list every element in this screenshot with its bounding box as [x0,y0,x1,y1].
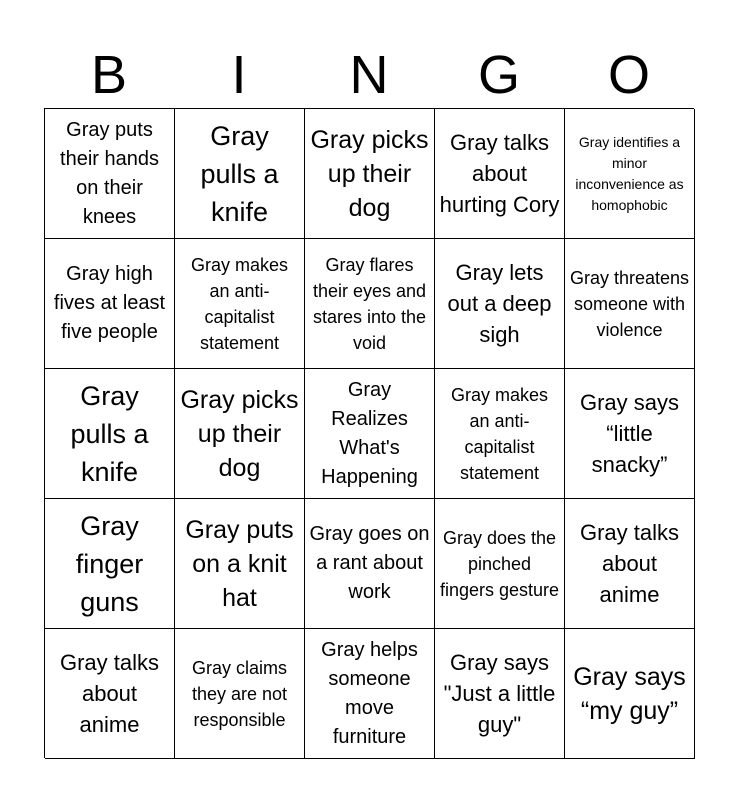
bingo-cell [435,109,565,239]
cell-text: Gray says "Just a little guy" [443,650,556,737]
bingo-cell [305,109,435,239]
header-letter-n: N [349,45,389,105]
cell-text: Gray talks about hurting Cory [439,130,560,217]
cell-text: Gray lets out a deep sigh [447,260,552,347]
bingo-cell [175,369,305,499]
header-letter-i: I [231,45,247,105]
cell-text: Gray says “little snacky” [579,390,680,477]
bingo-cell [175,499,305,629]
cell-text: Gray talks about anime [579,520,680,607]
bingo-cell [565,629,695,759]
bingo-cell [45,239,175,369]
cell-text: Gray claims they are not responsible [191,657,288,730]
bingo-cell [45,109,175,239]
bingo-cell [565,369,695,499]
cell-text: Gray finger guns [75,510,144,617]
bingo-cell [305,239,435,369]
cell-text: Gray makes an anti-capitalist statement [190,254,289,353]
bingo-cell [565,109,695,239]
cell-text: Gray pulls a knife [200,120,279,227]
bingo-cell [305,369,435,499]
bingo-header [44,42,694,108]
bingo-cell [435,369,565,499]
cell-text: Gray Realizes What's Happening [321,378,418,488]
cell-text: Gray picks up their dog [310,125,429,222]
bingo-cell [565,239,695,369]
cell-text: Gray flares their eyes and stares into the void [312,254,427,353]
cell-text: Gray picks up their dog [180,385,299,482]
cell-text: Gray puts their hands on their knees [60,118,159,228]
bingo-cell [45,369,175,499]
bingo-cell [45,499,175,629]
cell-text: Gray pulls a knife [70,380,149,487]
bingo-board [44,108,694,758]
bingo-cell [435,629,565,759]
cell-text: Gray high fives at least five people [53,263,166,343]
cell-text: Gray does the pinched fingers gesture [439,527,560,600]
bingo-cell [305,629,435,759]
cell-text: Gray talks about anime [59,650,160,737]
cell-text: Gray threatens someone with violence [569,267,690,340]
bingo-cell [175,109,305,239]
cell-text: Gray says “my guy” [573,662,686,725]
cell-text: Gray identifies a minor inconvenience as homophobic [575,133,684,213]
header-letter-o: O [607,45,650,105]
cell-text: Gray goes on a rant about work [309,523,430,603]
bingo-cell [435,239,565,369]
cell-text: Gray puts on a knit hat [185,515,294,612]
header-letter-g: G [477,45,520,105]
bingo-cell [565,499,695,629]
header-letter-b: B [90,45,128,105]
bingo-cell [305,499,435,629]
bingo-cell [175,629,305,759]
bingo-cell [175,239,305,369]
cell-text: Gray makes an anti-capitalist statement [450,384,549,483]
cell-text: Gray helps someone move furniture [321,638,418,748]
bingo-cell [435,499,565,629]
bingo-cell [45,629,175,759]
